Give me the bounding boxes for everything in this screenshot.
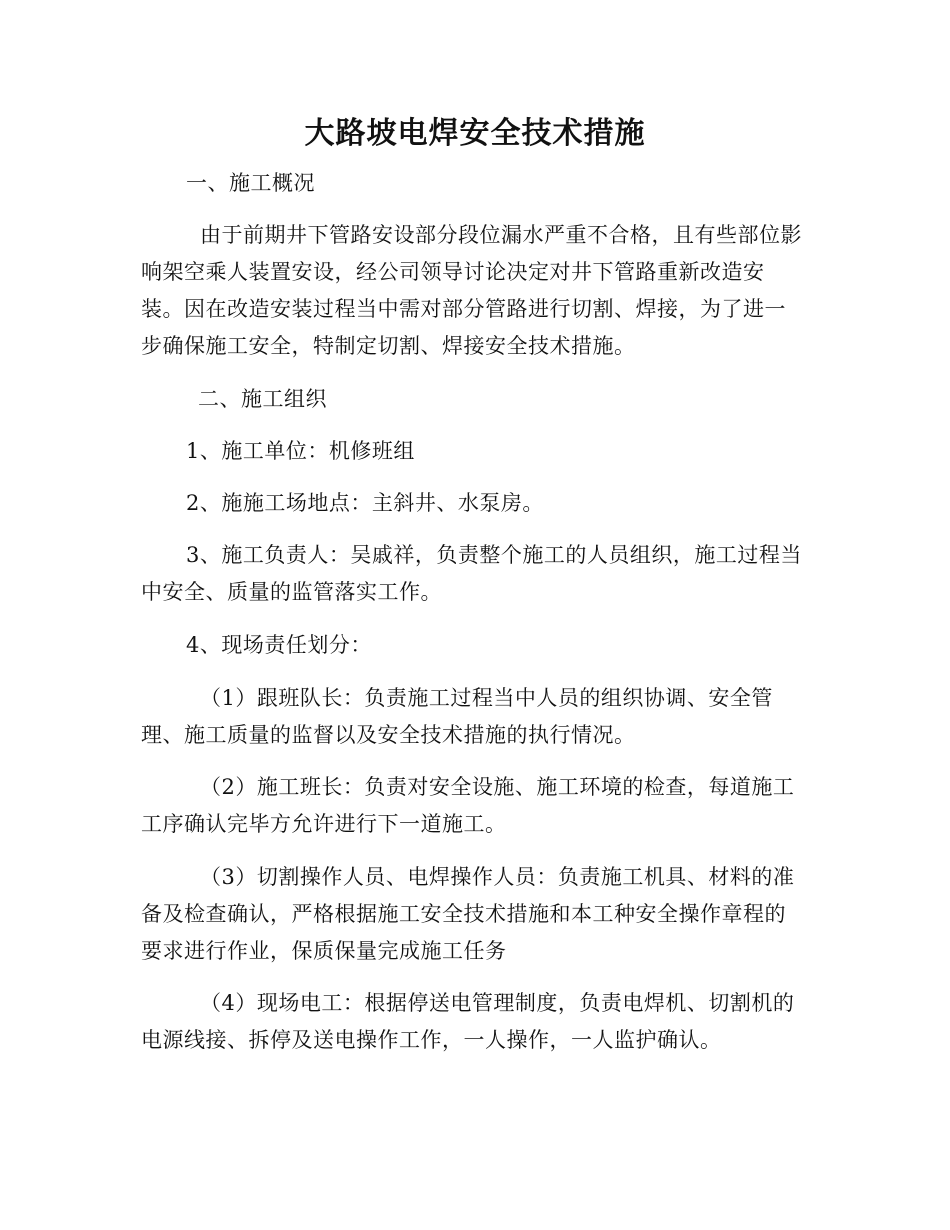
sub-list-item: （4）现场电工：根据停送电管理制度，负责电焊机、切割机的 — [200, 991, 795, 1015]
list-item: 4、现场责任划分： — [186, 633, 372, 657]
paragraph-line: 步确保施工安全，特制定切割、焊接安全技术措施。 — [141, 334, 636, 358]
paragraph-line: 由于前期井下管路安设部分段位漏水严重不合格，且有些部位影 — [200, 223, 802, 247]
list-item: 1、施工单位：机修班组 — [186, 439, 415, 463]
list-item: 中安全、质量的监管落实工作。 — [141, 580, 442, 604]
sub-list-item: 理、施工质量的监督以及安全技术措施的执行情况。 — [141, 723, 636, 747]
paragraph-line: 响架空乘人装置安设，经公司领导讨论决定对井下管路重新改造安 — [141, 260, 765, 284]
sub-list-item: 电源线接、拆停及送电操作工作，一人操作，一人监护确认。 — [141, 1028, 722, 1052]
list-item: 3、施工负责人：吴戚祥，负责整个施工的人员组织，施工过程当 — [186, 543, 802, 567]
sub-list-item: （1）跟班队长：负责施工过程当中人员的组织协调、安全管 — [200, 686, 773, 710]
sub-list-item: 备及检查确认，严格根据施工安全技术措施和本工种安全操作章程的 — [141, 902, 786, 926]
sub-list-item: 要求进行作业，保质保量完成施工任务 — [141, 939, 507, 963]
section-heading: 一、施工概况 — [186, 171, 315, 195]
document-title: 大路坡电焊安全技术措施 — [304, 116, 646, 151]
sub-list-item: （3）切割操作人员、电焊操作人员：负责施工机具、材料的准 — [200, 865, 795, 889]
paragraph-line: 装。因在改造安装过程当中需对部分管路进行切割、焊接，为了进一 — [141, 297, 786, 321]
sub-list-item: （2）施工班长：负责对安全设施、施工环境的检查，每道施工 — [200, 775, 795, 799]
list-item: 2、施施工场地点：主斜井、水泵房。 — [186, 491, 544, 515]
section-heading: 二、施工组织 — [198, 387, 327, 411]
sub-list-item: 工序确认完毕方允许进行下一道施工。 — [141, 812, 507, 836]
